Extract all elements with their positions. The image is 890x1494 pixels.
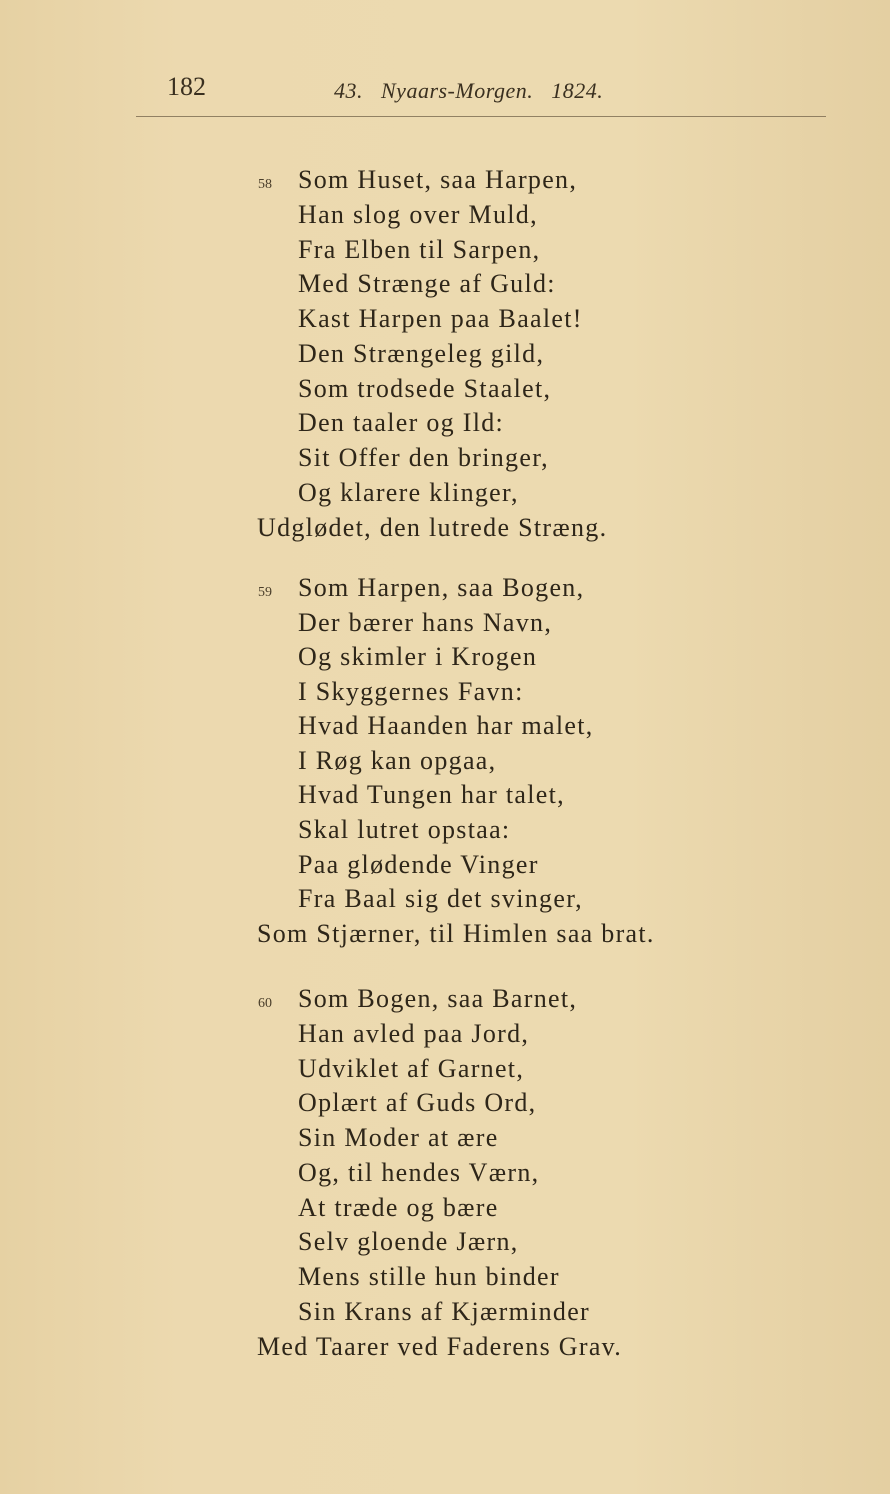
verse-line: Fra Elben til Sarpen, xyxy=(298,235,541,264)
verse-line: Han slog over Muld, xyxy=(298,200,538,229)
verse-line: Selv gloende Jærn, xyxy=(298,1227,519,1256)
verse-line: Den taaler og Ild: xyxy=(298,408,505,437)
verse-line: Hvad Haanden har malet, xyxy=(298,711,594,740)
verse-line: Og klarere klinger, xyxy=(298,478,519,507)
running-title: 43. Nyaars-Morgen. 1824. xyxy=(334,78,604,103)
verse-line-final: Som Stjærner, til Himlen saa brat. xyxy=(257,919,655,948)
verse-line: I Røg kan opgaa, xyxy=(298,746,497,775)
verse-line-final: Med Taarer ved Faderens Grav. xyxy=(257,1332,623,1361)
verse-line: Han avled paa Jord, xyxy=(298,1019,530,1048)
verse-line: At træde og bære xyxy=(298,1193,499,1222)
stanza-number: 60 xyxy=(258,996,272,1011)
verse-line: Den Strængeleg gild, xyxy=(298,339,545,368)
verse-line: Der bærer hans Navn, xyxy=(298,608,553,637)
verse-line: Sin Krans af Kjærminder xyxy=(298,1297,591,1326)
header-rule xyxy=(136,116,826,117)
verse-line: Og skimler i Krogen xyxy=(298,642,538,671)
page-header xyxy=(0,0,890,130)
verse-line: Oplært af Guds Ord, xyxy=(298,1088,537,1117)
verse-line: Som Harpen, saa Bogen, xyxy=(298,573,585,602)
page-number: 182 xyxy=(167,72,206,101)
verse-line: Sit Offer den bringer, xyxy=(298,443,549,472)
verse-line: Kast Harpen paa Baalet! xyxy=(298,304,583,333)
verse-line: Fra Baal sig det svinger, xyxy=(298,884,583,913)
stanza-number: 58 xyxy=(258,177,272,192)
verse-line: Udviklet af Garnet, xyxy=(298,1054,525,1083)
verse-line: Som trodsede Staalet, xyxy=(298,374,552,403)
verse-line: I Skyggernes Favn: xyxy=(298,677,524,706)
stanza-number: 59 xyxy=(258,585,272,600)
verse-line: Paa glødende Vinger xyxy=(298,850,539,879)
verse-line: Hvad Tungen har talet, xyxy=(298,780,565,809)
verse-line-final: Udglødet, den lutrede Stræng. xyxy=(257,513,608,542)
verse-line: Og, til hendes Værn, xyxy=(298,1158,540,1187)
verse-line: Skal lutret opstaa: xyxy=(298,815,511,844)
verse-line: Som Huset, saa Harpen, xyxy=(298,165,578,194)
verse-line: Sin Moder at ære xyxy=(298,1123,499,1152)
verse-line: Mens stille hun binder xyxy=(298,1262,560,1291)
verse-line: Med Strænge af Guld: xyxy=(298,269,556,298)
verse-line: Som Bogen, saa Barnet, xyxy=(298,984,578,1013)
